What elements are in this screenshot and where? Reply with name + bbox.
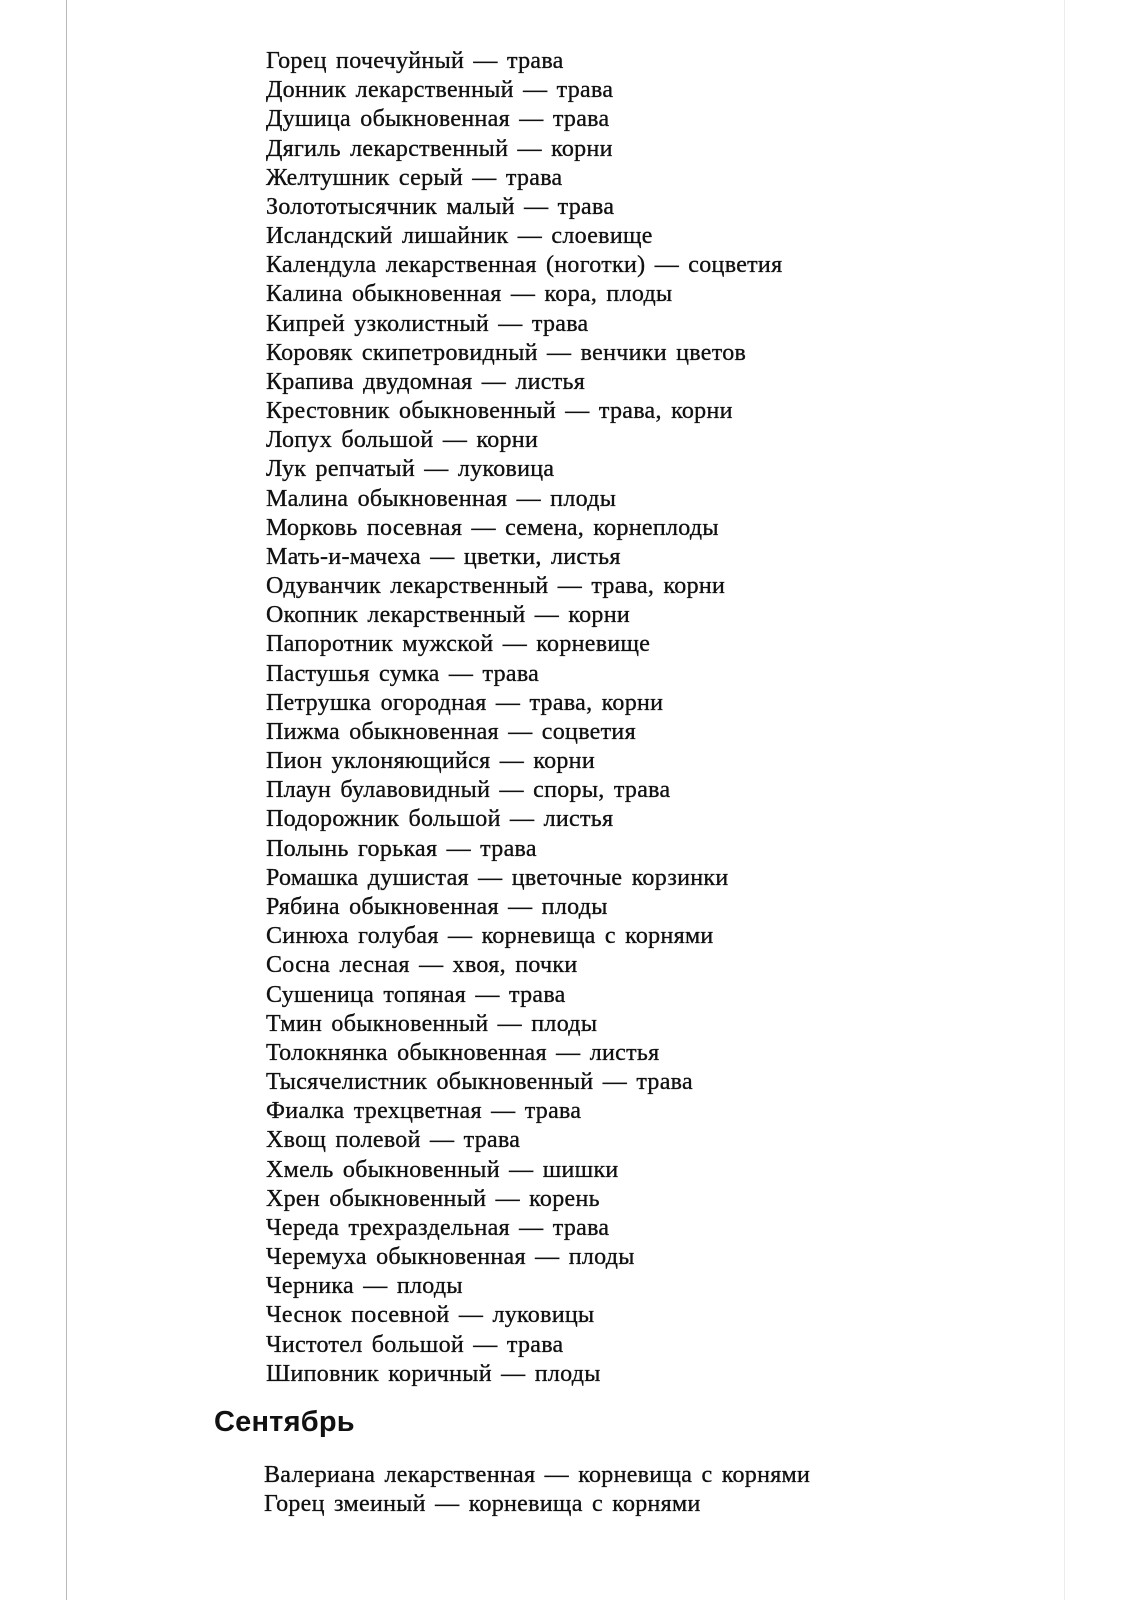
plant-entry: Желтушник серый — трава	[266, 164, 563, 191]
plant-entry: Петрушка огородная — трава, корни	[266, 689, 664, 716]
plant-entry: Черника — плоды	[266, 1273, 463, 1300]
page-right-edge	[1064, 0, 1065, 1600]
plant-entry: Фиалка трехцветная — трава	[266, 1098, 582, 1125]
plant-entry: Череда трехраздельная — трава	[266, 1214, 610, 1241]
plant-entry: Хмель обыкновенный — шишки	[266, 1156, 619, 1183]
section-heading: Сентябрь	[214, 1406, 355, 1438]
plant-entry: Коровяк скипетровидный — венчики цветов	[266, 339, 747, 366]
plant-entry: Пастушья сумка — трава	[266, 660, 540, 687]
plant-entry: Донник лекарственный — трава	[266, 77, 614, 104]
plant-entry: Крестовник обыкновенный — трава, корни	[266, 398, 733, 425]
plant-entry: Пион уклоняющийся — корни	[266, 748, 595, 775]
plant-entry: Чеснок посевной — луковицы	[266, 1302, 595, 1329]
plant-entry: Тмин обыкновенный — плоды	[266, 1010, 598, 1037]
plant-entry: Душица обыкновенная — трава	[266, 106, 610, 133]
plant-entry: Ромашка душистая — цветочные корзинки	[266, 864, 729, 891]
plant-entry: Морковь посевная — семена, корнеплоды	[266, 514, 719, 541]
page-left-edge	[66, 0, 67, 1600]
plant-entry: Лук репчатый — луковица	[266, 456, 555, 483]
plant-entry: Плаун булавовидный — споры, трава	[266, 777, 671, 804]
plant-entry: Исландский лишайник — слоевище	[266, 223, 653, 250]
plant-entry: Синюха голубая — корневища с корнями	[266, 923, 714, 950]
plant-entry: Полынь горькая — трава	[266, 835, 537, 862]
plant-entry: Мать-и-мачеха — цветки, листья	[266, 543, 621, 570]
plant-entry: Подорожник большой — листья	[266, 806, 614, 833]
plant-entry: Малина обыкновенная — плоды	[266, 485, 617, 512]
plant-entry: Шиповник коричный — плоды	[266, 1360, 601, 1387]
plant-entry: Золототысячник малый — трава	[266, 193, 615, 220]
section-plant-entry: Горец змеиный — корневища с корнями	[264, 1491, 701, 1517]
plant-entry: Хвощ полевой — трава	[266, 1127, 521, 1154]
plant-entry: Одуванчик лекарственный — трава, корни	[266, 573, 726, 600]
plant-entry: Окопник лекарственный — корни	[266, 602, 631, 629]
plant-entry: Крапива двудомная — листья	[266, 368, 586, 395]
plant-entry: Калина обыкновенная — кора, плоды	[266, 281, 673, 308]
plant-entry: Черемуха обыкновенная — плоды	[266, 1244, 635, 1271]
section-plant-list	[264, 1461, 810, 1519]
plant-entry: Календула лекарственная (ноготки) — соцветия	[266, 252, 783, 279]
plant-entry: Кипрей узколистный — трава	[266, 310, 589, 337]
section-plant-entry: Валериана лекарственная — корневища с корнями	[264, 1462, 811, 1488]
plant-list	[266, 47, 782, 1389]
plant-entry: Толокнянка обыкновенная — листья	[266, 1039, 660, 1066]
plant-entry: Лопух большой — корни	[266, 427, 539, 454]
plant-entry: Горец почечуйный — трава	[266, 48, 564, 74]
plant-entry: Рябина обыкновенная — плоды	[266, 893, 608, 920]
plant-entry: Дягиль лекарственный — корни	[266, 135, 613, 162]
plant-entry: Чистотел большой — трава	[266, 1331, 564, 1358]
plant-entry: Сушеница топяная — трава	[266, 981, 566, 1008]
plant-entry: Тысячелистник обыкновенный — трава	[266, 1069, 693, 1096]
plant-entry: Сосна лесная — хвоя, почки	[266, 952, 578, 979]
plant-entry: Папоротник мужской — корневище	[266, 631, 651, 658]
plant-entry: Хрен обыкновенный — корень	[266, 1185, 600, 1212]
plant-entry: Пижма обыкновенная — соцветия	[266, 718, 636, 745]
